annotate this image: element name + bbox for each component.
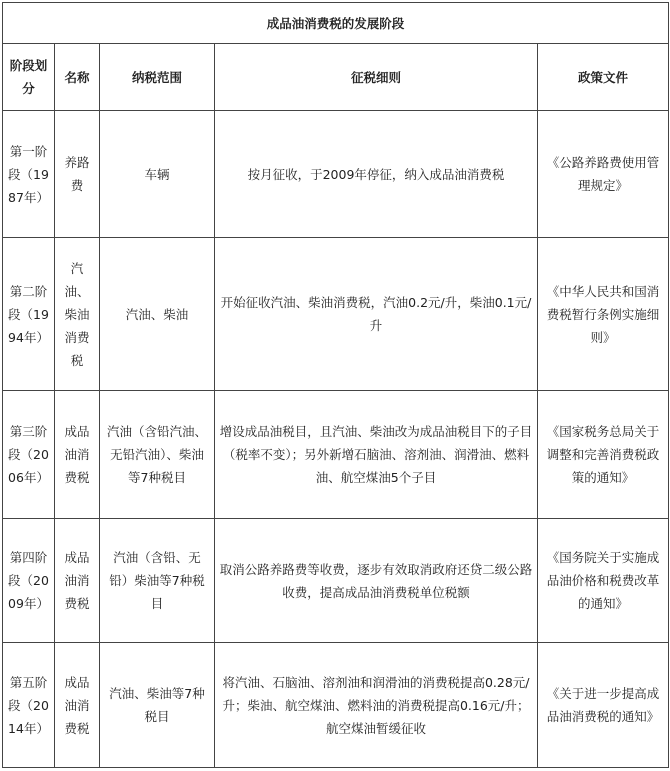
cell-name: 汽油、柴油消费税: [55, 238, 100, 391]
cell-details: 开始征收汽油、柴油消费税，汽油0.2元/升，柴油0.1元/升: [215, 238, 538, 391]
cell-policy: 《关于进一步提高成品油消费税的通知》: [538, 643, 669, 768]
cell-stage: 第二阶段（1994年）: [3, 238, 55, 391]
cell-scope: 汽油（含铅汽油、无铅汽油）、柴油等7种税目: [100, 391, 215, 519]
cell-policy: 《中华人民共和国消费税暂行条例实施细则》: [538, 238, 669, 391]
table-row: [3, 519, 669, 643]
cell-details: 取消公路养路费等收费，逐步有效取消政府还贷二级公路收费，提高成品油消费税单位税额: [215, 519, 538, 643]
cell-name: 养路费: [55, 111, 100, 238]
table-row: [3, 111, 669, 238]
header-details: 征税细则: [215, 44, 538, 111]
cell-policy: 《公路养路费使用管理规定》: [538, 111, 669, 238]
header-scope: 纳税范围: [100, 44, 215, 111]
header-policy: 政策文件: [538, 44, 669, 111]
cell-scope: 汽油、柴油: [100, 238, 215, 391]
cell-policy: 《国务院关于实施成品油价格和税费改革的通知》: [538, 519, 669, 643]
cell-details: 增设成品油税目，且汽油、柴油改为成品油税目下的子目（税率不变）；另外新增石脑油、溶剂油、润滑油、燃料油、航空煤油5个子目: [215, 391, 538, 519]
table-title: 成品油消费税的发展阶段: [3, 3, 669, 44]
cell-name: 成品油消费税: [55, 519, 100, 643]
cell-stage: 第四阶段（2009年）: [3, 519, 55, 643]
table-title-row: [3, 3, 669, 44]
cell-stage: 第五阶段（2014年）: [3, 643, 55, 768]
tax-stage-table: [2, 2, 669, 768]
cell-scope: 汽油、柴油等7种税目: [100, 643, 215, 768]
cell-details: 将汽油、石脑油、溶剂油和润滑油的消费税提高0.28元/升；柴油、航空煤油、燃料油的消费税提高0.16元/升；航空煤油暂缓征收: [215, 643, 538, 768]
cell-scope: 汽油（含铅、无铅）柴油等7种税目: [100, 519, 215, 643]
table-header-row: [3, 44, 669, 111]
header-stage: 阶段划分: [3, 44, 55, 111]
table-row: [3, 238, 669, 391]
cell-stage: 第三阶段（2006年）: [3, 391, 55, 519]
cell-name: 成品油消费税: [55, 391, 100, 519]
header-name: 名称: [55, 44, 100, 111]
cell-stage: 第一阶段（1987年）: [3, 111, 55, 238]
cell-policy: 《国家税务总局关于调整和完善消费税政策的通知》: [538, 391, 669, 519]
table-row: [3, 643, 669, 768]
tax-stage-table-container: [2, 2, 669, 768]
cell-name: 成品油消费税: [55, 643, 100, 768]
cell-details: 按月征收，于2009年停征，纳入成品油消费税: [215, 111, 538, 238]
table-row: [3, 391, 669, 519]
cell-scope: 车辆: [100, 111, 215, 238]
